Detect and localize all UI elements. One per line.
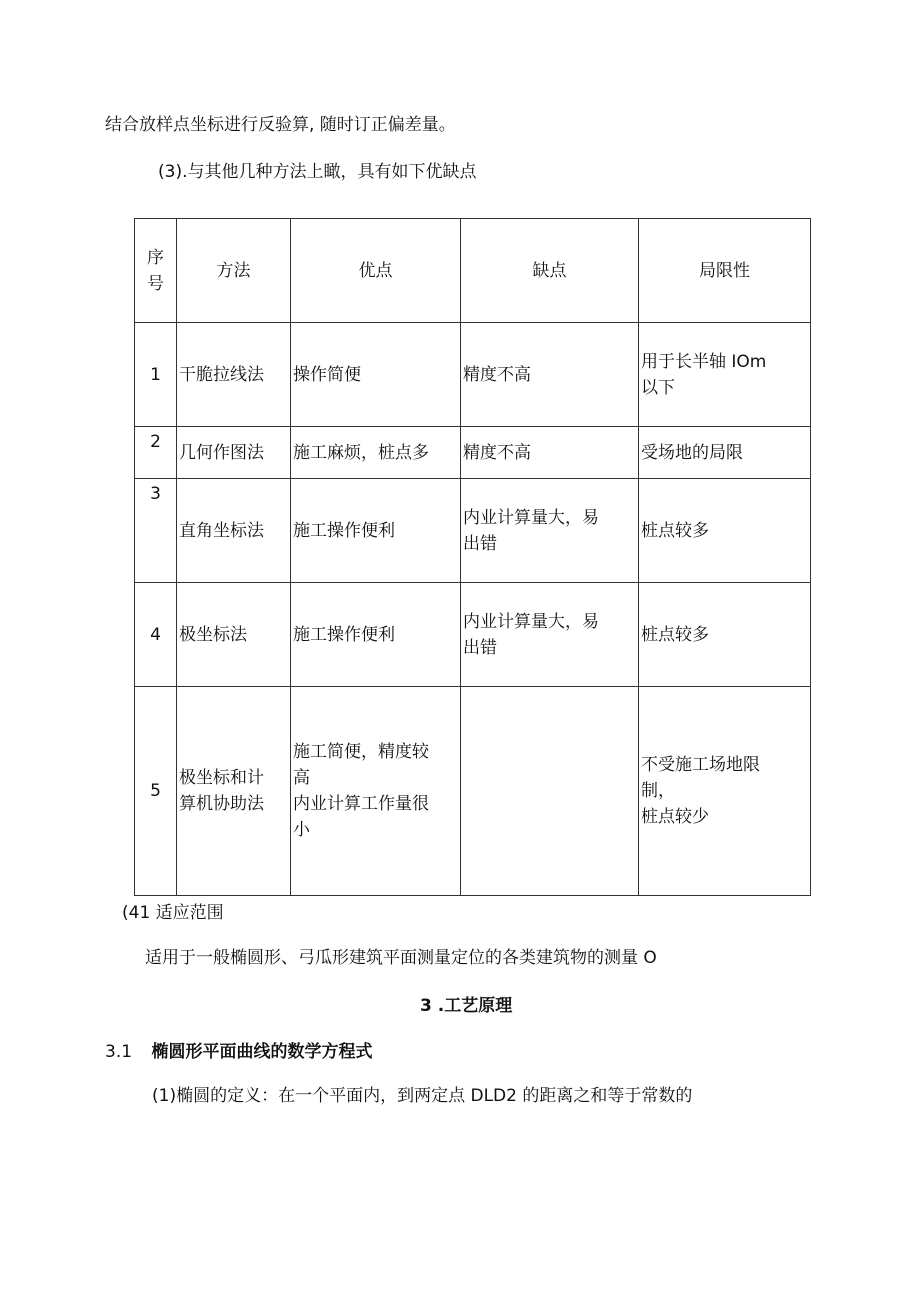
row-limitations: 用于长半轴 IOm 以下: [639, 323, 811, 427]
row-disadvantages: 精度不高: [461, 427, 639, 479]
subsection-number: 3.1: [105, 1042, 133, 1062]
row-method: 干脆拉线法: [177, 323, 291, 427]
header-method: 方法: [177, 219, 291, 323]
row-disadvantages: 内业计算量大，易 出错: [461, 583, 639, 687]
row-advantages: 施工麻烦，桩点多: [291, 427, 461, 479]
definition-text: (1)椭圆的定义：在一个平面内，到两定点 DLD2 的距离之和等于常数的: [152, 1086, 693, 1106]
row-advantages: 施工操作便利: [291, 479, 461, 583]
comparison-intro: (3).与其他几种方法上瞰，具有如下优缺点: [158, 162, 477, 182]
row-index: 4: [135, 583, 177, 687]
table-row: [135, 583, 811, 687]
row-limitations: 不受施工场地限 制， 桩点较少: [639, 687, 811, 896]
comparison-table: [134, 218, 811, 896]
table-row: [135, 323, 811, 427]
header-limitations: 局限性: [639, 219, 811, 323]
row-advantages: 操作简便: [291, 323, 461, 427]
table-row: [135, 427, 811, 479]
intro-line: 结合放样点坐标进行反验算, 随时订正偏差量。: [105, 115, 456, 135]
row-disadvantages: 内业计算量大，易 出错: [461, 479, 639, 583]
table-row: [135, 479, 811, 583]
row-method: 极坐标法: [177, 583, 291, 687]
row-index: 2: [135, 427, 177, 479]
row-limitations: 桩点较多: [639, 583, 811, 687]
row-method: 直角坐标法: [177, 479, 291, 583]
row-method: 几何作图法: [177, 427, 291, 479]
scope-text: 适用于一般椭圆形、弓瓜形建筑平面测量定位的各类建筑物的测量 O: [145, 948, 657, 968]
row-index: 1: [135, 323, 177, 427]
scope-heading: (41 适应范围: [122, 903, 224, 923]
row-index: 5: [135, 687, 177, 896]
header-advantages: 优点: [291, 219, 461, 323]
row-limitations: 桩点较多: [639, 479, 811, 583]
row-disadvantages: 精度不高: [461, 323, 639, 427]
header-disadvantages: 缺点: [461, 219, 639, 323]
header-index: 序 号: [135, 219, 177, 323]
subsection-title: 椭圆形平面曲线的数学方程式: [151, 1042, 373, 1062]
row-index: 3: [135, 479, 177, 583]
row-advantages: 施工操作便利: [291, 583, 461, 687]
row-method: 极坐标和计 算机协助法: [177, 687, 291, 896]
section-title: 3 .工艺原理: [420, 996, 513, 1016]
row-disadvantages: [461, 687, 639, 896]
subsection-heading: [105, 1041, 372, 1063]
table-header-row: [135, 219, 811, 323]
row-advantages: 施工简便，精度较 高 内业计算工作量很 小: [291, 687, 461, 896]
table-row: [135, 687, 811, 896]
row-limitations: 受场地的局限: [639, 427, 811, 479]
